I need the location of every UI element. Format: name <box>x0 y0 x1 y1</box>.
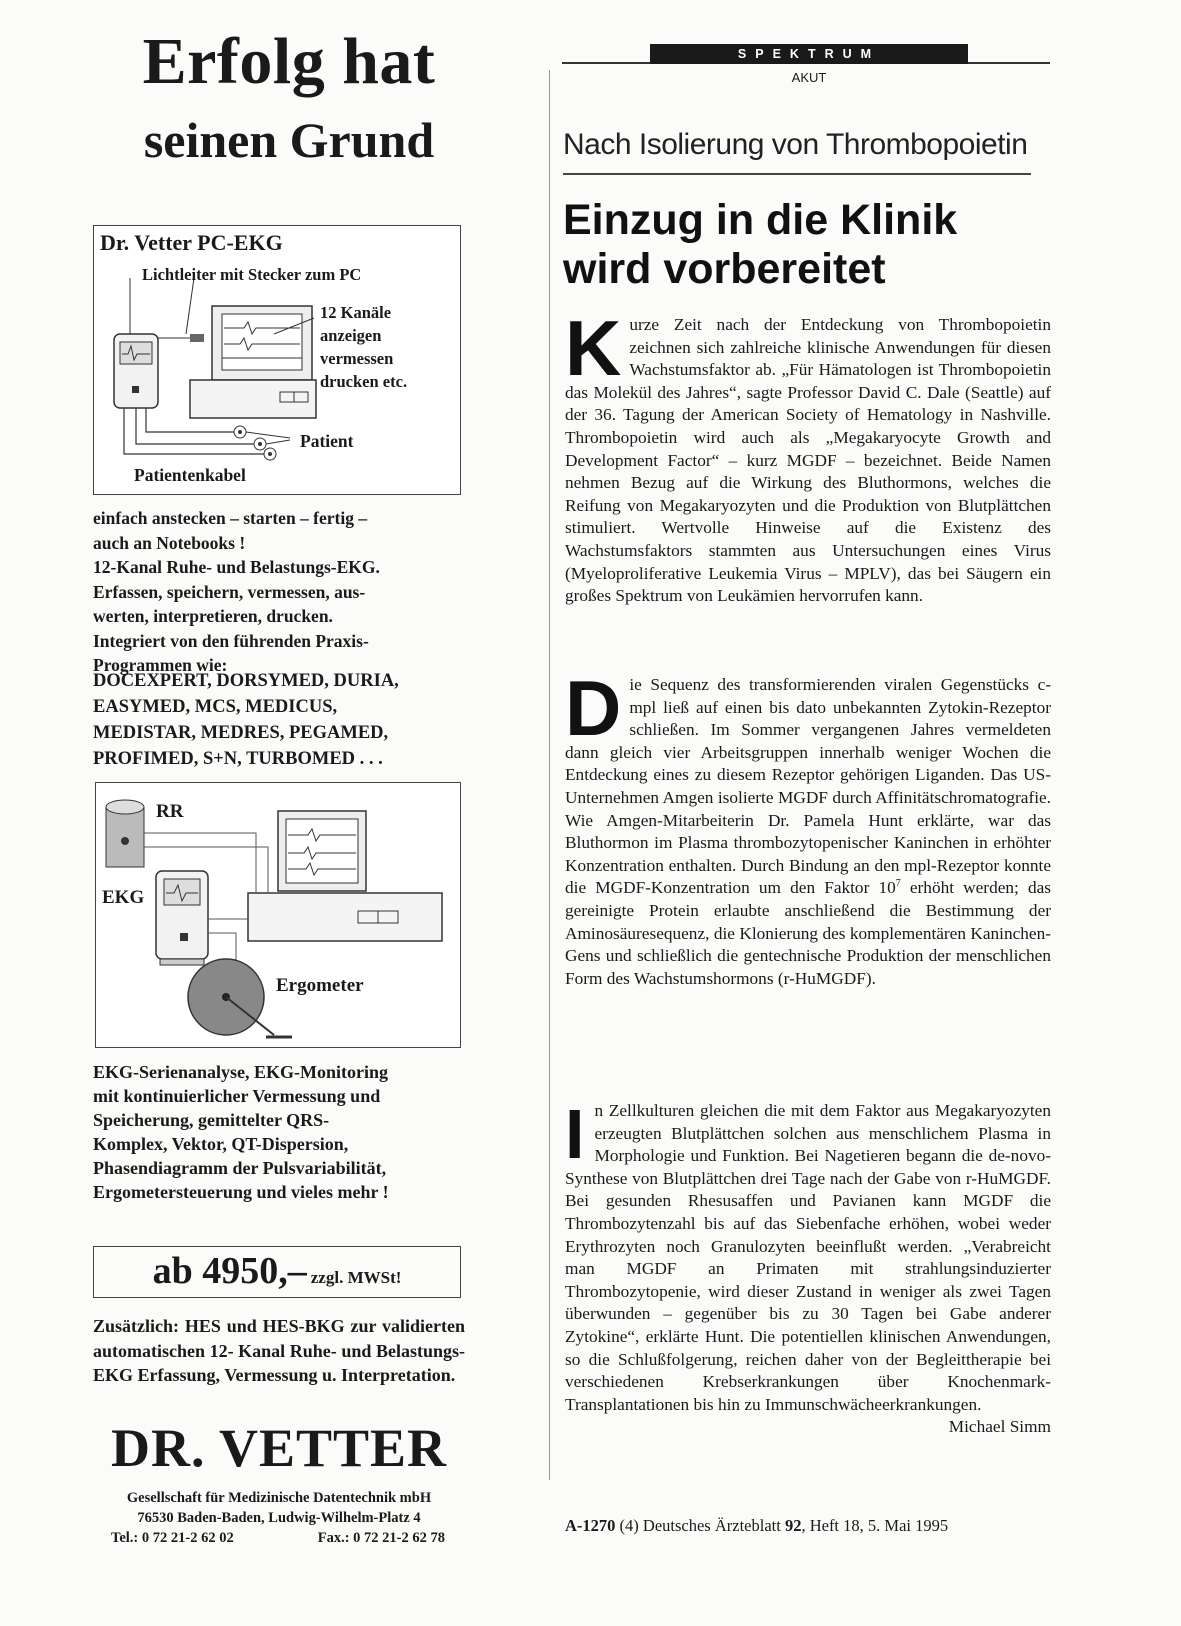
drop-cap: D <box>565 664 622 752</box>
ad-headline-line1: Erfolg hat <box>142 25 436 98</box>
label-patient: Patient <box>300 431 354 451</box>
ergometer-diagram <box>95 782 461 1048</box>
section-label: SPEKTRUM <box>650 44 968 64</box>
ad-address <box>93 1488 465 1548</box>
ad-brand: DR. VETTER <box>110 1418 448 1478</box>
article-paragraph-2: Die Sequenz des transformierenden viralen Gegenstücks c-mpl ließ auf einen bis dato unbekannten Zytokin-Rezeptor schließen. Im Sommer vergangenen Jahres vermeldeten dann gleich vier Arbeitsgruppen innerhalb weniger Wochen die Entdeckung eines zu diesem Rezeptor gehörigen Liganden. Das US-Unternehmen Amgen isolierte MGDF durch Affinitätschromatografie. Wie Amgen-Mitarbeiterin Dr. Pamela Hunt erklärte, war das Bluthormon im Plasma thrombozytopenischer Kaninchen in erhöhter Konzentration enthalten. Durch Bindung an den mpl-Rezeptor konnte die MGDF-Konzentration um den Faktor $10^7$ erhöht werden; das gereinigte Protein erlaubte anschließend die Bestimmung der Aminosäuresequenz, die Klonierung des komplementären Kaninchen-Gens und schließlich die gentechnische Produktion der menschlichen Form des Wachstumshormons (r-HuMGDF). <box>565 664 1051 988</box>
article-paragraph-3: In Zellkulturen gleichen die mit dem Faktor aus Megakaryozyten erzeugten Blutplättchen solchen aus menschlichem Plasma in Morphologie und Funktion. Bei Nagetieren begann die de-novo-Synthese von Blutplättchen drei Tage nach der Gabe von r-HuMGDF. Bei gesunden Rhesusaffen und Pavianen kann MGDF die Thrombozytenzahl bis auf das Siebenfache erhöhen, wobei weder Erythrozyten noch Granulozyten beeinflußt werden. „Verabreicht man MGDF an Primaten mit strahlungsinduzierter Thrombozytopenie, wird dieser Zustand in weniger als zwei Tagen überwunden – gegenüber bis zu 30 Tagen bei Gabe anderer Zytokine“, erklärte Hunt. Die potentiellen klinischen Anwendungen, so die Schlußfolgerung, reichen daher von der Begleittherapie bei verschiedenen Krebserkrankungen über Knochenmark-Transplantationen bis hin zu Immunschwächeerkrankungen. Michael Simm <box>565 1100 1051 1439</box>
company-name: Gesellschaft für Medizinische Datentechnik mbH <box>126 1490 432 1506</box>
price-box <box>93 1246 461 1298</box>
label-kanaele: 12 Kanäle anzeigen vermessen drucken etc. <box>320 303 408 391</box>
diagram1-title: Dr. Vetter PC-EKG <box>100 230 283 255</box>
article-author: Michael Simm <box>948 1417 1051 1437</box>
ad-additional-text: Zusätzlich: HES und HES-BKG zur validierten automatischen 12- Kanal Ruhe- und Belastungs-EKG Erfassung, Vermessung u. Interpretation. <box>93 1316 465 1385</box>
ad-feature-text: einfach anstecken – starten – fertig – auch an Notebooks ! 12-Kanal Ruhe- und Belastungs-EKG. Erfassen, speichern, vermessen, aus- werten, interpretieren, drucken. Integriert von den führenden Praxis- Programmen wie: <box>93 508 380 675</box>
article-headline: Einzug in die Klinik wird vorbereitet <box>563 196 958 293</box>
price-main: ab 4950,– <box>152 1250 307 1292</box>
ad-program-list: DOCEXPERT, DORSYMED, DURIA, EASYMED, MCS, MEDICUS, MEDISTAR, MEDRES, PEGAMED, PROFIMED, S+N, TURBOMED . . . <box>93 671 399 769</box>
ad-analysis-text: EKG-Serienanalyse, EKG-Monitoring mit kontinuierlicher Vermessung und Speicherung, gemittelter QRS- Komplex, Vektor, QT-Dispersion, Phasendiagramm der Pulsvariabilität, Ergometersteuerung und vieles mehr ! <box>93 1062 389 1202</box>
advertisement <box>88 20 468 1546</box>
company-tel: Tel.: 0 72 21-2 62 02 <box>111 1530 234 1546</box>
drop-cap: K <box>565 304 622 392</box>
label-patientenkabel: Patientenkabel <box>134 465 246 485</box>
pc-ekg-diagram <box>93 225 461 495</box>
subsection-label: AKUT <box>791 70 827 85</box>
column-divider <box>549 70 550 1480</box>
page-footer: A-1270 (4) Deutsches Ärzteblatt 92, Heft 18, 5. Mai 1995 <box>565 1516 949 1535</box>
company-address: 76530 Baden-Baden, Ludwig-Wilhelm-Platz 4 <box>137 1510 421 1526</box>
label-rr: RR <box>156 801 184 822</box>
article-paragraph-1: Kurze Zeit nach der Entdeckung von Thrombopoietin zeichnen sich zahlreiche klinische Anwendungen für diesen Wachstumsfaktor ab. „Für Hämatologen ist Thrombopoietin das Molekül des Jahres“, sagte Professor David C. Dale (Seattle) auf der 36. Tagung der American Society of Hematology in Nashville. Thrombopoietin wird auch als „Megakaryocyte Growth and Development Factor“ – kurz MGDF – bezeichnet. Beide Namen nehmen Bezug auf die Wirkung des Bluthormons, welches die Reifung von Megakaryozyten und die Produktion von Blutplättchen stimuliert. Wertvolle Hinweise auf die Existenz des Wachstumsfaktors stammten aus Untersuchungen eines Virus (Myeloproliferative Leukemia Virus – MPLV), das bei Säugern ein großes Spektrum von Leukämien hervorrufen kann. <box>565 304 1051 606</box>
article-subhead: Nach Isolierung von Thrombopoietin <box>563 128 1028 161</box>
volume-number: 92 <box>784 1516 802 1535</box>
subhead-rule <box>563 173 1031 175</box>
label-ergometer: Ergometer <box>276 975 364 996</box>
ad-headline-line2: seinen Grund <box>143 112 435 168</box>
company-fax: Fax.: 0 72 21-2 62 78 <box>317 1530 445 1546</box>
page-number: A-1270 <box>565 1516 616 1535</box>
drop-cap: I <box>565 1095 585 1173</box>
ergometer-illustration <box>96 783 462 1049</box>
price-vat: zzgl. MWSt! <box>310 1268 402 1287</box>
label-lichtleiter: Lichtleiter mit Stecker zum PC <box>142 265 362 284</box>
label-ekg: EKG <box>102 887 145 908</box>
